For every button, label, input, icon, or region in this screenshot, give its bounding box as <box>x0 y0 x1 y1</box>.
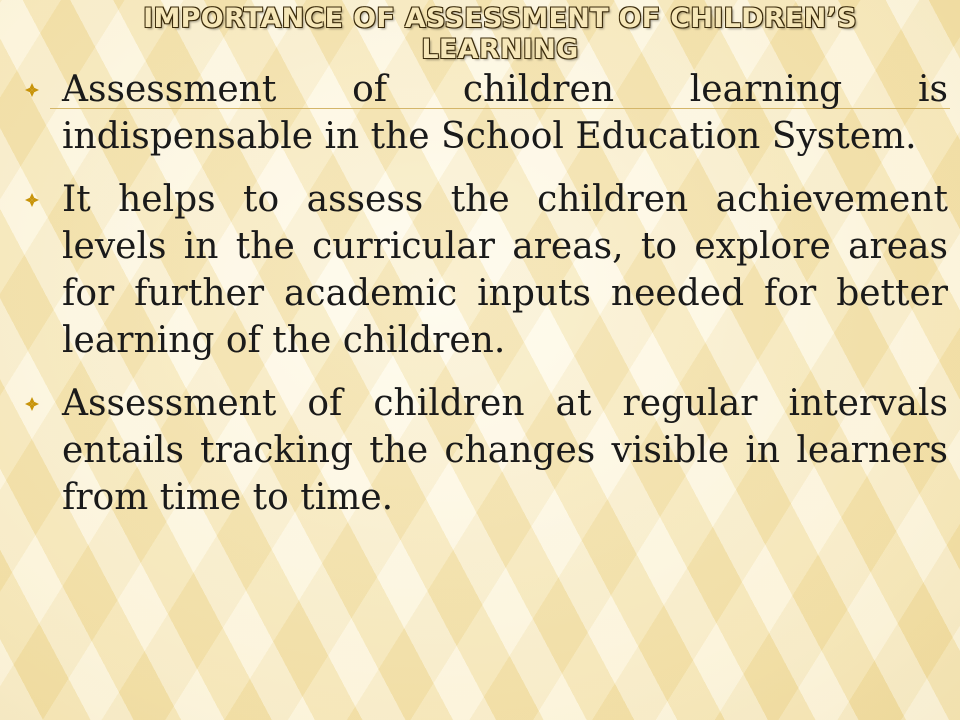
bullet-item <box>62 380 948 521</box>
bullet-text: Assessment of children at regular intervals entails tracking the changes visible in learners from time to time. <box>62 383 948 518</box>
bullet-text: Assessment of children learning is indispensable in the School Education System. <box>62 69 948 157</box>
bullet-list <box>62 66 948 537</box>
diamond-bullet-icon <box>25 397 39 411</box>
slide-title: IMPORTANCE OF ASSESSMENT OF CHILDREN’S LEARNING <box>143 3 857 65</box>
bullet-text: It helps to assess the children achievement levels in the curricular areas, to explore areas for further academic inputs needed for better learning of the children. <box>62 179 948 361</box>
diamond-bullet-icon <box>25 83 39 97</box>
diamond-bullet-icon <box>25 193 39 207</box>
bullet-item <box>62 66 948 160</box>
bullet-item <box>62 176 948 364</box>
